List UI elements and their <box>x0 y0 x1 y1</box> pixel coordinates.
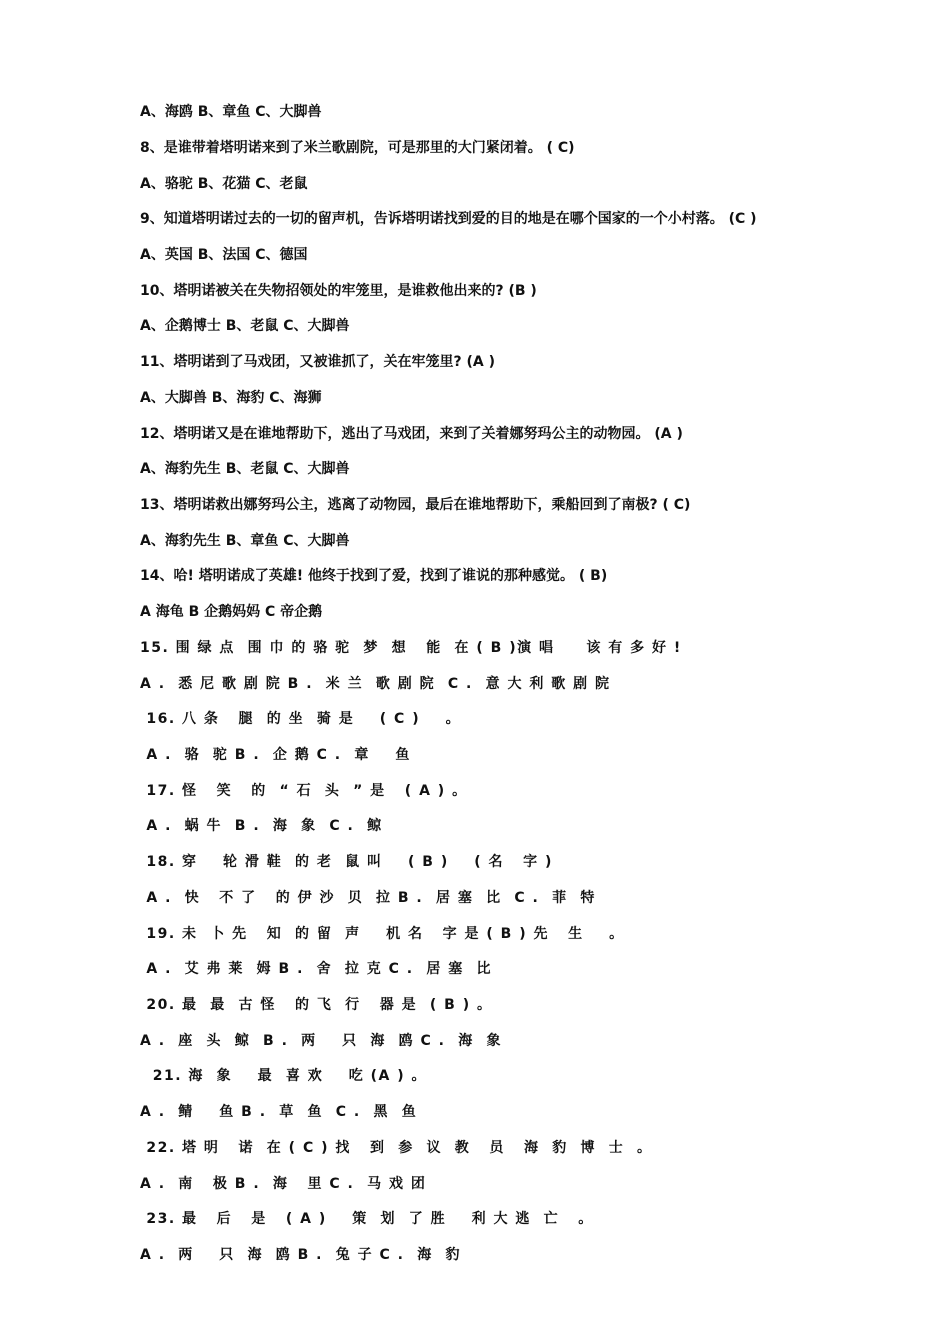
question-20: 20. 最 最 古 怪 的 飞 行 器 是 ( B ) 。 <box>140 997 493 1013</box>
question-11: 11、塔明诺到了马戏团，又被谁抓了，关在牢笼里? (A ) <box>140 354 495 370</box>
answer-options-14: A 海龟 B 企鹅妈妈 C 帝企鹅 <box>140 604 323 620</box>
answer-options-13: A、海豹先生 B、章鱼 C、大脚兽 <box>140 533 350 549</box>
question-23: 23. 最 后 是 ( A ) 策 划 了 胜 利 大 逃 亡 。 <box>140 1211 594 1227</box>
question-13: 13、塔明诺救出娜努玛公主，逃离了动物园，最后在谁地帮助下，乘船回到了南极? ( C) <box>140 497 691 513</box>
answer-options-23: A . 两 只 海 鸥 B . 兔 子 C . 海 豹 <box>140 1247 461 1263</box>
answer-options-16: A . 骆 驼 B . 企 鹅 C . 章 鱼 <box>140 747 411 763</box>
question-8: 8、是谁带着塔明诺来到了米兰歌剧院，可是那里的大门紧闭着。 ( C) <box>140 140 575 156</box>
question-21: 21. 海 象 最 喜 欢 吃 (A ) 。 <box>140 1068 428 1084</box>
answer-options-19: A . 艾 弗 莱 姆 B . 舍 拉 克 C . 居 塞 比 <box>140 961 492 977</box>
question-18: 18. 穿 轮 滑 鞋 的 老 鼠 叫 ( B ) ( 名 字 ) <box>140 854 553 870</box>
question-22: 22. 塔 明 诺 在 ( C ) 找 到 参 议 教 员 海 豹 博 士 。 <box>140 1140 653 1156</box>
question-16: 16. 八 条 腿 的 坐 骑 是 ( C ) 。 <box>140 711 462 727</box>
answer-options-10: A、企鹅博士 B、老鼠 C、大脚兽 <box>140 318 350 334</box>
question-9: 9、知道塔明诺过去的一切的留声机，告诉塔明诺找到爱的目的地是在哪个国家的一个小村落。 (C ) <box>140 211 757 227</box>
question-12: 12、塔明诺又是在谁地帮助下，逃出了马戏团，来到了关着娜努玛公主的动物园。 (A ) <box>140 426 683 442</box>
answer-options-9: A、英国 B、法国 C、德国 <box>140 247 308 263</box>
answer-options-22: A . 南 极 B . 海 里 C . 马 戏 团 <box>140 1176 427 1192</box>
answer-options-12: A、海豹先生 B、老鼠 C、大脚兽 <box>140 461 350 477</box>
question-14: 14、哈! 塔明诺成了英雄! 他终于找到了爱，找到了谁说的那种感觉。 ( B) <box>140 568 608 584</box>
answer-options-15: A . 悉 尼 歌 剧 院 B . 米 兰 歌 剧 院 C . 意 大 利 歌 剧 院 <box>140 676 611 692</box>
answer-options-21: A . 鲭 鱼 B . 草 鱼 C . 黑 鱼 <box>140 1104 418 1120</box>
answer-options-7: A、海鸥 B、章鱼 C、大脚兽 <box>140 104 322 120</box>
answer-options-11: A、大脚兽 B、海豹 C、海狮 <box>140 390 322 406</box>
answer-options-8: A、骆驼 B、花猫 C、老鼠 <box>140 176 308 192</box>
answer-options-18: A . 快 不 了 的 伊 沙 贝 拉 B . 居 塞 比 C . 菲 特 <box>140 890 596 906</box>
question-17: 17. 怪 笑 的 “ 石 头 ” 是 ( A ) 。 <box>140 783 468 799</box>
question-10: 10、塔明诺被关在失物招领处的牢笼里，是谁救他出来的? (B ) <box>140 283 537 299</box>
answer-options-17: A . 蜗 牛 B . 海 象 C . 鲸 <box>140 818 383 834</box>
answer-options-20: A . 座 头 鲸 B . 两 只 海 鸥 C . 海 象 <box>140 1033 502 1049</box>
question-19: 19. 未 卜 先 知 的 留 声 机 名 字 是 ( B ) 先 生 。 <box>140 926 625 942</box>
question-15: 15. 围 绿 点 围 巾 的 骆 驼 梦 想 能 在 ( B )演 唱 该 有 多 好 ! <box>140 640 682 656</box>
